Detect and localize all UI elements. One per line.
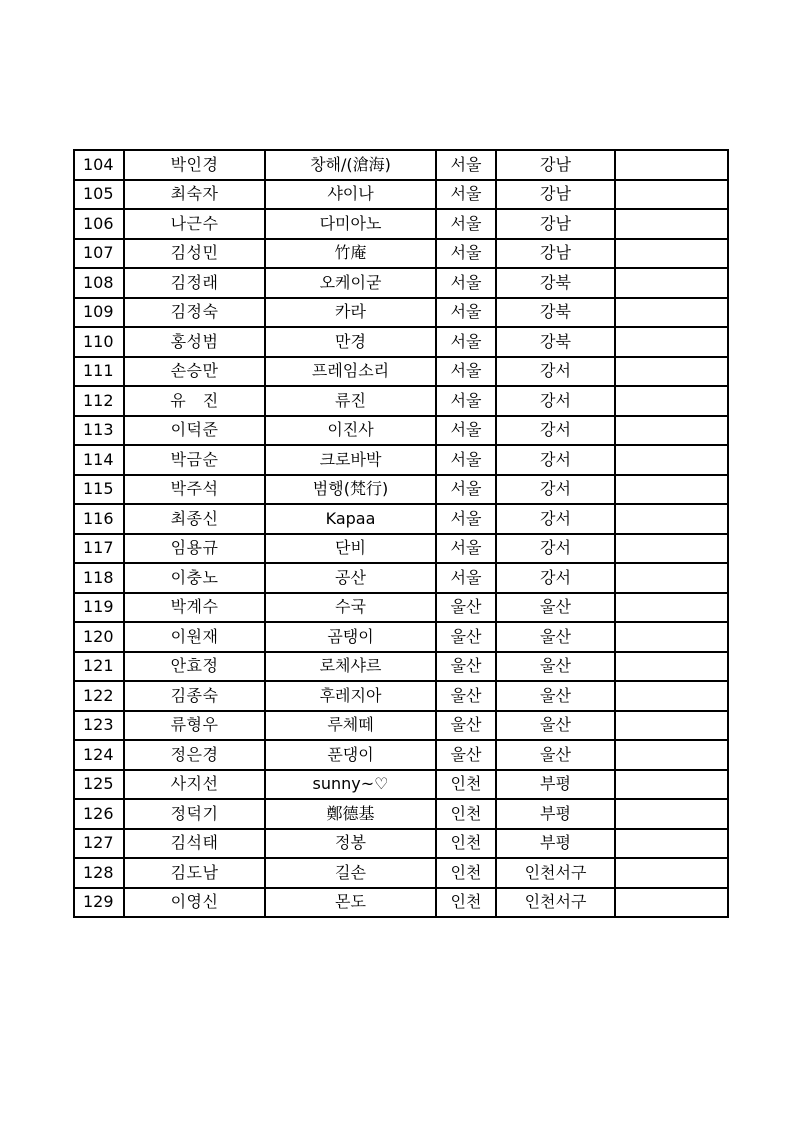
member-number-cell: 115 <box>74 475 124 505</box>
member-city-cell: 서울 <box>436 357 496 387</box>
member-name-cell: 박인경 <box>124 150 265 180</box>
member-city-cell: 인천 <box>436 770 496 800</box>
member-district-cell: 울산 <box>496 593 615 623</box>
member-nickname-cell: 로체샤르 <box>265 652 436 682</box>
member-note-cell <box>615 416 728 446</box>
member-name-cell: 류형우 <box>124 711 265 741</box>
member-city-cell: 울산 <box>436 681 496 711</box>
member-name-cell: 유 진 <box>124 386 265 416</box>
member-city-cell: 울산 <box>436 740 496 770</box>
member-roster-body <box>74 150 728 917</box>
member-city-cell: 서울 <box>436 150 496 180</box>
member-number-cell: 105 <box>74 180 124 210</box>
member-city-cell: 서울 <box>436 209 496 239</box>
member-district-cell: 울산 <box>496 652 615 682</box>
member-nickname-cell: 몬도 <box>265 888 436 918</box>
member-number-cell: 128 <box>74 858 124 888</box>
member-district-cell: 강서 <box>496 504 615 534</box>
table-row <box>74 770 728 800</box>
member-district-cell: 강서 <box>496 357 615 387</box>
table-row <box>74 799 728 829</box>
table-row <box>74 858 728 888</box>
member-name-cell: 안효정 <box>124 652 265 682</box>
member-nickname-cell: 후레지아 <box>265 681 436 711</box>
member-note-cell <box>615 681 728 711</box>
table-row <box>74 416 728 446</box>
member-name-cell: 나근수 <box>124 209 265 239</box>
member-nickname-cell: 수국 <box>265 593 436 623</box>
member-nickname-cell: 푼댕이 <box>265 740 436 770</box>
table-row <box>74 622 728 652</box>
member-nickname-cell: 범행(梵行) <box>265 475 436 505</box>
table-row <box>74 681 728 711</box>
member-number-cell: 127 <box>74 829 124 859</box>
member-note-cell <box>615 652 728 682</box>
table-row <box>74 888 728 918</box>
member-note-cell <box>615 770 728 800</box>
member-city-cell: 울산 <box>436 622 496 652</box>
member-district-cell: 울산 <box>496 681 615 711</box>
member-name-cell: 이원재 <box>124 622 265 652</box>
member-note-cell <box>615 327 728 357</box>
member-nickname-cell: 길손 <box>265 858 436 888</box>
member-number-cell: 107 <box>74 239 124 269</box>
member-nickname-cell: sunny~♡ <box>265 770 436 800</box>
member-name-cell: 정덕기 <box>124 799 265 829</box>
member-number-cell: 110 <box>74 327 124 357</box>
member-name-cell: 임용규 <box>124 534 265 564</box>
member-district-cell: 강남 <box>496 150 615 180</box>
member-note-cell <box>615 475 728 505</box>
member-nickname-cell: 크로바박 <box>265 445 436 475</box>
member-name-cell: 김정숙 <box>124 298 265 328</box>
table-row <box>74 150 728 180</box>
member-city-cell: 서울 <box>436 298 496 328</box>
member-city-cell: 서울 <box>436 534 496 564</box>
member-nickname-cell: 류진 <box>265 386 436 416</box>
table-row <box>74 534 728 564</box>
member-nickname-cell: 공산 <box>265 563 436 593</box>
member-note-cell <box>615 858 728 888</box>
member-note-cell <box>615 563 728 593</box>
member-city-cell: 서울 <box>436 239 496 269</box>
member-city-cell: 울산 <box>436 652 496 682</box>
table-row <box>74 563 728 593</box>
member-note-cell <box>615 386 728 416</box>
table-row <box>74 298 728 328</box>
member-roster-table <box>73 149 729 918</box>
member-note-cell <box>615 298 728 328</box>
table-row <box>74 445 728 475</box>
member-number-cell: 109 <box>74 298 124 328</box>
member-district-cell: 부평 <box>496 829 615 859</box>
table-row <box>74 652 728 682</box>
member-city-cell: 서울 <box>436 268 496 298</box>
member-number-cell: 113 <box>74 416 124 446</box>
member-district-cell: 강남 <box>496 239 615 269</box>
member-name-cell: 박주석 <box>124 475 265 505</box>
member-district-cell: 강서 <box>496 445 615 475</box>
table-row <box>74 740 728 770</box>
member-city-cell: 인천 <box>436 799 496 829</box>
table-row <box>74 593 728 623</box>
member-note-cell <box>615 622 728 652</box>
member-district-cell: 인천서구 <box>496 888 615 918</box>
member-nickname-cell: 루체떼 <box>265 711 436 741</box>
member-number-cell: 122 <box>74 681 124 711</box>
member-note-cell <box>615 711 728 741</box>
member-city-cell: 서울 <box>436 504 496 534</box>
member-district-cell: 울산 <box>496 711 615 741</box>
member-district-cell: 부평 <box>496 770 615 800</box>
member-note-cell <box>615 534 728 564</box>
member-district-cell: 인천서구 <box>496 858 615 888</box>
member-nickname-cell: 竹庵 <box>265 239 436 269</box>
member-city-cell: 서울 <box>436 386 496 416</box>
member-city-cell: 인천 <box>436 829 496 859</box>
member-number-cell: 126 <box>74 799 124 829</box>
member-city-cell: 울산 <box>436 593 496 623</box>
member-city-cell: 서울 <box>436 475 496 505</box>
member-nickname-cell: 단비 <box>265 534 436 564</box>
member-nickname-cell: 창해/(滄海) <box>265 150 436 180</box>
member-note-cell <box>615 150 728 180</box>
member-name-cell: 김도남 <box>124 858 265 888</box>
member-name-cell: 김성민 <box>124 239 265 269</box>
member-name-cell: 홍성범 <box>124 327 265 357</box>
member-district-cell: 강서 <box>496 475 615 505</box>
member-district-cell: 부평 <box>496 799 615 829</box>
member-note-cell <box>615 239 728 269</box>
member-number-cell: 112 <box>74 386 124 416</box>
member-number-cell: 116 <box>74 504 124 534</box>
member-name-cell: 박금순 <box>124 445 265 475</box>
member-district-cell: 강남 <box>496 209 615 239</box>
member-note-cell <box>615 799 728 829</box>
member-note-cell <box>615 829 728 859</box>
member-name-cell: 김정래 <box>124 268 265 298</box>
member-nickname-cell: Kapaa <box>265 504 436 534</box>
member-city-cell: 울산 <box>436 711 496 741</box>
member-name-cell: 이충노 <box>124 563 265 593</box>
table-row <box>74 357 728 387</box>
member-name-cell: 손승만 <box>124 357 265 387</box>
member-district-cell: 강서 <box>496 416 615 446</box>
member-nickname-cell: 이진사 <box>265 416 436 446</box>
member-number-cell: 123 <box>74 711 124 741</box>
table-row <box>74 386 728 416</box>
member-note-cell <box>615 445 728 475</box>
table-row <box>74 239 728 269</box>
member-number-cell: 119 <box>74 593 124 623</box>
member-city-cell: 인천 <box>436 888 496 918</box>
member-city-cell: 서울 <box>436 327 496 357</box>
member-note-cell <box>615 357 728 387</box>
table-row <box>74 268 728 298</box>
member-number-cell: 124 <box>74 740 124 770</box>
member-note-cell <box>615 209 728 239</box>
member-number-cell: 114 <box>74 445 124 475</box>
member-city-cell: 서울 <box>436 445 496 475</box>
member-district-cell: 강서 <box>496 386 615 416</box>
member-number-cell: 121 <box>74 652 124 682</box>
member-city-cell: 서울 <box>436 180 496 210</box>
member-name-cell: 이덕준 <box>124 416 265 446</box>
member-name-cell: 정은경 <box>124 740 265 770</box>
member-district-cell: 강북 <box>496 327 615 357</box>
member-name-cell: 김석태 <box>124 829 265 859</box>
member-nickname-cell: 샤이나 <box>265 180 436 210</box>
table-row <box>74 504 728 534</box>
table-row <box>74 711 728 741</box>
member-district-cell: 강북 <box>496 268 615 298</box>
member-name-cell: 사지선 <box>124 770 265 800</box>
member-note-cell <box>615 180 728 210</box>
member-note-cell <box>615 740 728 770</box>
member-name-cell: 최종신 <box>124 504 265 534</box>
member-name-cell: 박계수 <box>124 593 265 623</box>
member-nickname-cell: 정봉 <box>265 829 436 859</box>
member-district-cell: 강서 <box>496 563 615 593</box>
member-number-cell: 125 <box>74 770 124 800</box>
member-number-cell: 129 <box>74 888 124 918</box>
member-number-cell: 120 <box>74 622 124 652</box>
member-nickname-cell: 곰탱이 <box>265 622 436 652</box>
member-note-cell <box>615 888 728 918</box>
member-district-cell: 울산 <box>496 740 615 770</box>
member-note-cell <box>615 593 728 623</box>
table-row <box>74 327 728 357</box>
member-nickname-cell: 다미아노 <box>265 209 436 239</box>
member-district-cell: 강북 <box>496 298 615 328</box>
member-number-cell: 104 <box>74 150 124 180</box>
member-number-cell: 111 <box>74 357 124 387</box>
member-district-cell: 울산 <box>496 622 615 652</box>
member-number-cell: 108 <box>74 268 124 298</box>
member-name-cell: 이영신 <box>124 888 265 918</box>
member-nickname-cell: 프레임소리 <box>265 357 436 387</box>
member-city-cell: 서울 <box>436 416 496 446</box>
table-row <box>74 209 728 239</box>
member-note-cell <box>615 268 728 298</box>
member-nickname-cell: 만경 <box>265 327 436 357</box>
table-row <box>74 475 728 505</box>
member-name-cell: 김종숙 <box>124 681 265 711</box>
member-district-cell: 강서 <box>496 534 615 564</box>
table-row <box>74 180 728 210</box>
member-number-cell: 106 <box>74 209 124 239</box>
member-note-cell <box>615 504 728 534</box>
member-city-cell: 서울 <box>436 563 496 593</box>
member-number-cell: 118 <box>74 563 124 593</box>
member-district-cell: 강남 <box>496 180 615 210</box>
member-city-cell: 인천 <box>436 858 496 888</box>
table-row <box>74 829 728 859</box>
member-nickname-cell: 鄭德基 <box>265 799 436 829</box>
member-nickname-cell: 카라 <box>265 298 436 328</box>
member-name-cell: 최숙자 <box>124 180 265 210</box>
member-nickname-cell: 오케이굳 <box>265 268 436 298</box>
member-number-cell: 117 <box>74 534 124 564</box>
